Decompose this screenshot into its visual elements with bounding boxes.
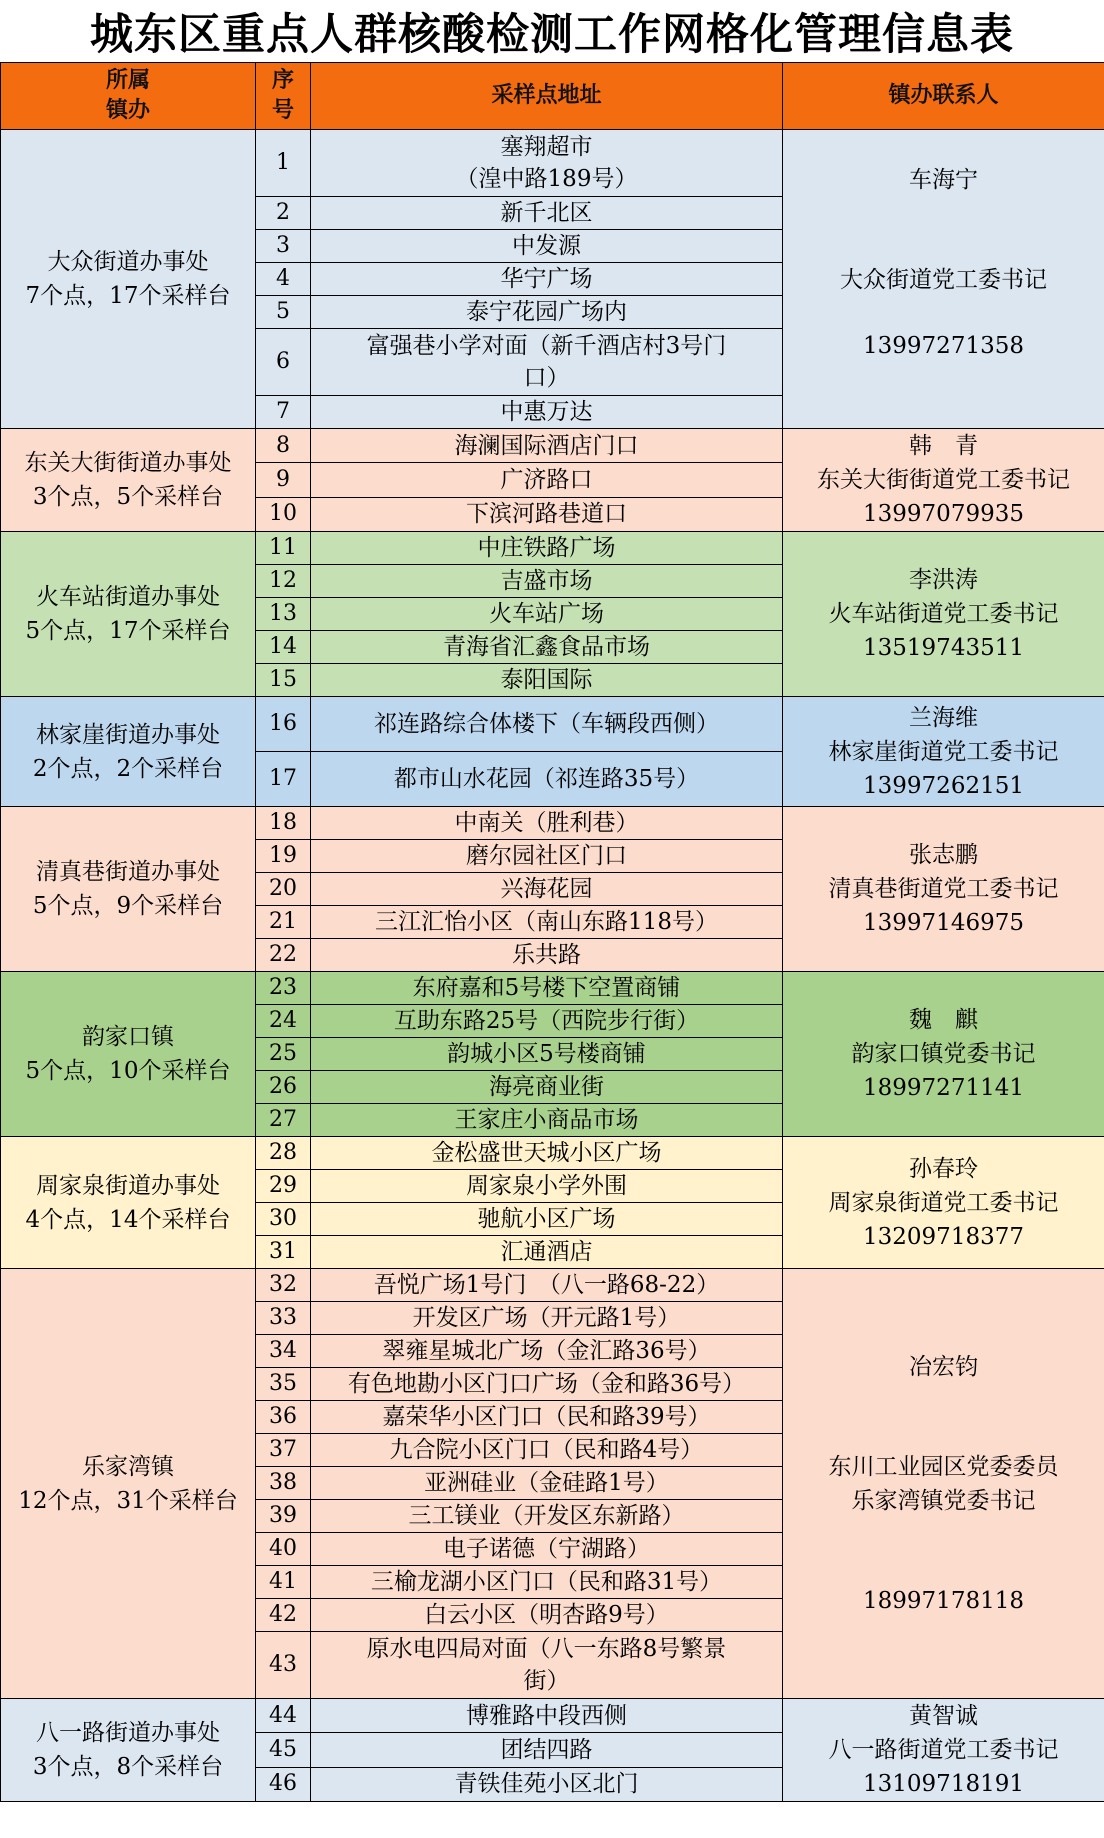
site-address: 三工镁业（开发区东新路） [311,1500,783,1533]
site-address: 海亮商业街 [311,1071,783,1104]
site-address: 乐共路 [311,939,783,972]
site-no: 18 [256,807,311,840]
site-no: 23 [256,972,311,1005]
site-no: 28 [256,1137,311,1170]
site-no: 26 [256,1071,311,1104]
site-address: 下滨河路巷道口 [311,497,783,531]
town-cell: 火车站街道办事处 5个点，17个采样台 [1,532,256,697]
town-cell: 清真巷街道办事处 5个点，9个采样台 [1,807,256,972]
town-cell: 韵家口镇 5个点，10个采样台 [1,972,256,1137]
site-address: 吉盛市场 [311,565,783,598]
site-no: 17 [256,752,311,807]
site-address: 九合院小区门口（民和路4号） [311,1434,783,1467]
contact-cell: 韩 青 东关大街街道党工委书记 13997079935 [783,429,1104,532]
group-yunjiakou [1,972,1104,1137]
site-no: 37 [256,1434,311,1467]
site-address: 祁连路综合体楼下（车辆段西侧） [311,697,783,752]
town-cell: 乐家湾镇 12个点，31个采样台 [1,1269,256,1699]
site-no: 10 [256,497,311,531]
site-address: 泰阳国际 [311,664,783,697]
group-dongguan [1,429,1104,532]
town-cell: 东关大街街道办事处 3个点，5个采样台 [1,429,256,532]
site-no: 31 [256,1236,311,1269]
contact-cell: 李洪涛 火车站街道党工委书记 13519743511 [783,532,1104,697]
site-address: 博雅路中段西侧 [311,1699,783,1733]
contact-cell: 张志鹏 清真巷街道党工委书记 13997146975 [783,807,1104,972]
site-no: 35 [256,1368,311,1401]
site-address: 中庄铁路广场 [311,532,783,565]
site-address: 白云小区（明杏路9号） [311,1599,783,1632]
site-no: 9 [256,463,311,497]
site-no: 44 [256,1699,311,1733]
contact-cell: 兰海维 林家崖街道党工委书记 13997262151 [783,697,1104,807]
site-address: 中南关（胜利巷） [311,807,783,840]
site-address: 都市山水花园（祁连路35号） [311,752,783,807]
table-row [1,1699,1104,1733]
site-no: 21 [256,906,311,939]
table-row [1,130,1104,197]
site-address: 富强巷小学对面（新千酒店村3号门 口） [311,329,783,396]
town-cell: 周家泉街道办事处 4个点，14个采样台 [1,1137,256,1269]
site-no: 24 [256,1005,311,1038]
site-address: 中发源 [311,230,783,263]
site-address: 东府嘉和5号楼下空置商铺 [311,972,783,1005]
contact-cell: 孙春玲 周家泉街道党工委书记 13209718377 [783,1137,1104,1269]
group-lejiawan [1,1269,1104,1699]
header-town: 所属 镇办 [1,63,256,130]
contact-cell: 冶宏钧 东川工业园区党委委员 乐家湾镇党委书记 18997178118 [783,1269,1104,1699]
site-no: 46 [256,1767,311,1801]
town-cell: 林家崖街道办事处 2个点，2个采样台 [1,697,256,807]
site-no: 16 [256,697,311,752]
site-no: 13 [256,598,311,631]
site-no: 25 [256,1038,311,1071]
site-address: 吾悦广场1号门 （八一路68-22） [311,1269,783,1302]
site-address: 汇通酒店 [311,1236,783,1269]
site-address: 磨尔园社区门口 [311,840,783,873]
group-zhoujiaquan [1,1137,1104,1269]
group-bayilu [1,1699,1104,1802]
site-address: 韵城小区5号楼商铺 [311,1038,783,1071]
site-no: 39 [256,1500,311,1533]
site-address: 亚洲硅业（金硅路1号） [311,1467,783,1500]
site-no: 42 [256,1599,311,1632]
site-no: 8 [256,429,311,463]
site-no: 7 [256,396,311,429]
site-address: 金松盛世天城小区广场 [311,1137,783,1170]
page-title: 城东区重点人群核酸检测工作网格化管理信息表 [0,0,1104,63]
table-row [1,972,1104,1005]
site-address: 有色地勘小区门口广场（金和路36号） [311,1368,783,1401]
site-no: 6 [256,329,311,396]
site-no: 1 [256,130,311,197]
site-no: 36 [256,1401,311,1434]
table-row [1,532,1104,565]
site-address: 广济路口 [311,463,783,497]
town-cell: 八一路街道办事处 3个点，8个采样台 [1,1699,256,1802]
site-no: 29 [256,1170,311,1203]
header-address: 采样点地址 [311,63,783,130]
site-no: 32 [256,1269,311,1302]
contact-cell: 魏 麒 韵家口镇党委书记 18997271141 [783,972,1104,1137]
town-cell: 大众街道办事处 7个点，17个采样台 [1,130,256,429]
site-no: 38 [256,1467,311,1500]
site-address: 海澜国际酒店门口 [311,429,783,463]
group-linjiaya [1,697,1104,807]
site-address: 三榆龙湖小区门口（民和路31号） [311,1566,783,1599]
site-address: 团结四路 [311,1733,783,1767]
site-no: 33 [256,1302,311,1335]
group-qingzhenxiang [1,807,1104,972]
site-address: 新千北区 [311,197,783,230]
site-address: 原水电四局对面（八一东路8号繁景 街） [311,1632,783,1699]
contact-cell: 车海宁 大众街道党工委书记 13997271358 [783,130,1104,429]
site-address: 塞翔超市 （湟中路189号） [311,130,783,197]
site-no: 30 [256,1203,311,1236]
site-address: 兴海花园 [311,873,783,906]
site-address: 电子诺德（宁湖路） [311,1533,783,1566]
site-address: 火车站广场 [311,598,783,631]
contact-cell: 黄智诚 八一路街道党工委书记 13109718191 [783,1699,1104,1802]
site-address: 翠雍星城北广场（金汇路36号） [311,1335,783,1368]
site-no: 20 [256,873,311,906]
site-address: 三江汇怡小区（南山东路118号） [311,906,783,939]
site-no: 4 [256,263,311,296]
site-address: 开发区广场（开元路1号） [311,1302,783,1335]
site-no: 19 [256,840,311,873]
site-no: 2 [256,197,311,230]
table-row [1,1137,1104,1170]
site-no: 3 [256,230,311,263]
site-address: 互助东路25号（西院步行街） [311,1005,783,1038]
site-address: 华宁广场 [311,263,783,296]
grid-table [0,62,1104,1802]
site-no: 43 [256,1632,311,1699]
site-address: 青海省汇鑫食品市场 [311,631,783,664]
site-no: 15 [256,664,311,697]
site-no: 45 [256,1733,311,1767]
table-row [1,807,1104,840]
group-huochezhan [1,532,1104,697]
site-no: 11 [256,532,311,565]
site-no: 34 [256,1335,311,1368]
table-row [1,429,1104,463]
header-no: 序 号 [256,63,311,130]
site-no: 12 [256,565,311,598]
site-address: 中惠万达 [311,396,783,429]
site-no: 22 [256,939,311,972]
site-no: 5 [256,296,311,329]
site-no: 40 [256,1533,311,1566]
table-row [1,697,1104,752]
site-address: 嘉荣华小区门口（民和路39号） [311,1401,783,1434]
header-row [1,63,1104,130]
site-address: 驰航小区广场 [311,1203,783,1236]
site-no: 27 [256,1104,311,1137]
site-address: 王家庄小商品市场 [311,1104,783,1137]
site-address: 泰宁花园广场内 [311,296,783,329]
site-address: 周家泉小学外围 [311,1170,783,1203]
group-dazhong [1,130,1104,429]
table-row [1,1269,1104,1302]
site-no: 41 [256,1566,311,1599]
header-contact: 镇办联系人 [783,63,1104,130]
site-address: 青铁佳苑小区北门 [311,1767,783,1801]
site-no: 14 [256,631,311,664]
